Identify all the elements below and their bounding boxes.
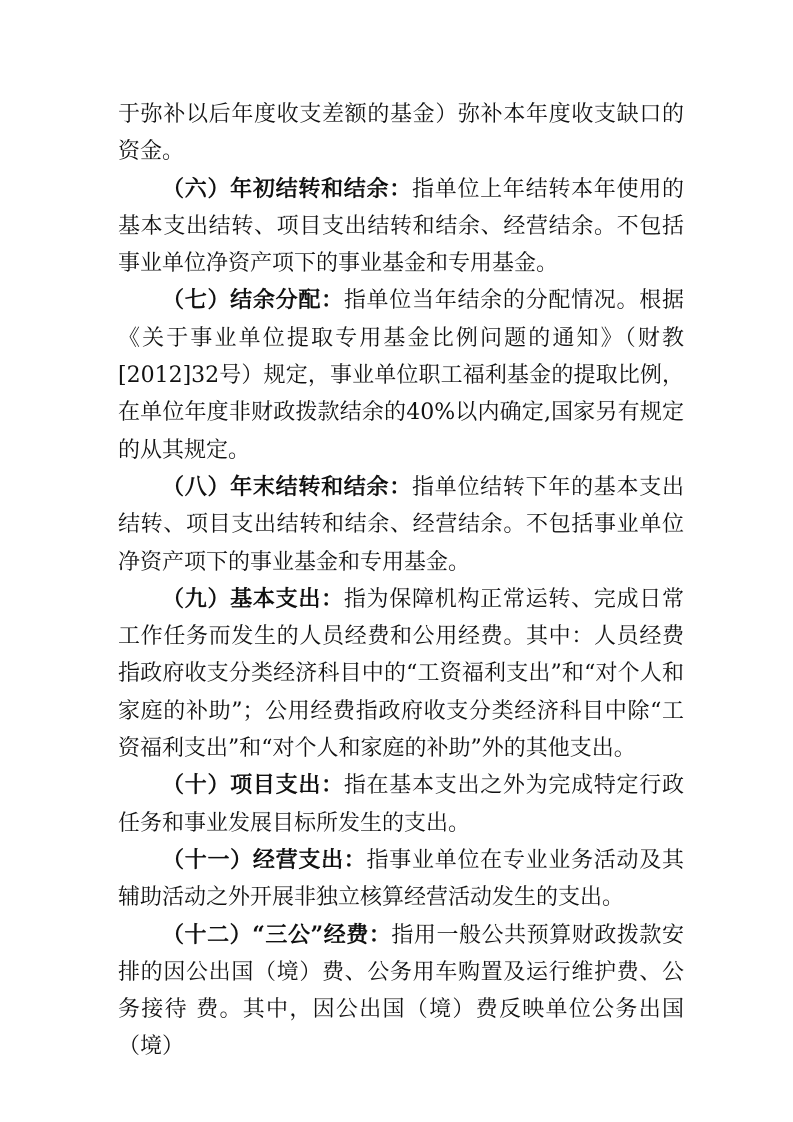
term-surplus-distribution: （七）结余分配： [162, 287, 344, 314]
definition-basic-expenditure: 指为保障机构正常运转、完成日常工作任务而发生的人员经费和公用经费。其中：人员经费指政府收支分类经济科目中的“工资福利支出”和“对个人和家庭的补助”；公用经费指政府收支分类经济科目中除“工资福利支出”和“对个人和家庭的补助”外的其他支出。 [118, 586, 684, 762]
paragraph-continuation-body: 于弥补以后年度收支差额的基金）弥补本年度收支缺口的资金。 [118, 102, 684, 165]
term-three-public-expenses: （十二）“三公”经费： [162, 921, 392, 948]
paragraph-9 [118, 581, 684, 767]
document-body [118, 96, 684, 1066]
definition-opening-balance: 指单位上年结转本年使用的基本支出结转、项目支出结转和结余、经营结余。不包括事业单位净资产项下的事业基金和专用基金。 [118, 176, 684, 277]
term-project-expenditure: （十）项目支出： [162, 772, 344, 799]
term-basic-expenditure: （九）基本支出： [162, 585, 344, 612]
paragraph-10 [118, 767, 684, 842]
paragraph-7 [118, 282, 684, 468]
definition-closing-balance: 指单位结转下年的基本支出结转、项目支出结转和结余、经营结余。不包括事业单位净资产项下的事业基金和专用基金。 [118, 474, 684, 575]
paragraph-12 [118, 917, 684, 1066]
definition-three-public-expenses: 指用一般公共预算财政拨款安排的因公出国（境）费、公务用车购置及运行维护费、公务接待 费。其中，因公出国（境）费反映单位公务出国（境） [118, 922, 684, 1060]
definition-operating-expenditure: 指事业单位在专业业务活动及其辅助活动之外开展非独立核算经营活动发生的支出。 [118, 847, 684, 911]
term-operating-expenditure: （十一）经营支出： [162, 846, 367, 873]
paragraph-6 [118, 171, 684, 283]
definition-project-expenditure: 指在基本支出之外为完成特定行政任务和事业发展目标所发生的支出。 [118, 773, 684, 836]
term-closing-balance: （八）年末结转和结余： [162, 473, 412, 500]
paragraph-8 [118, 469, 684, 581]
paragraph-11 [118, 842, 684, 917]
term-opening-balance: （六）年初结转和结余： [162, 175, 412, 202]
definition-surplus-distribution: 指单位当年结余的分配情况。根据《关于事业单位提取专用基金比例问题的通知》（财教[2012]32号）规定，事业单位职工福利基金的提取比例，在单位年度非财政拨款结余的40%以内确定,国家另有规定的从其规定。 [118, 288, 684, 463]
paragraph-continuation [118, 96, 684, 171]
